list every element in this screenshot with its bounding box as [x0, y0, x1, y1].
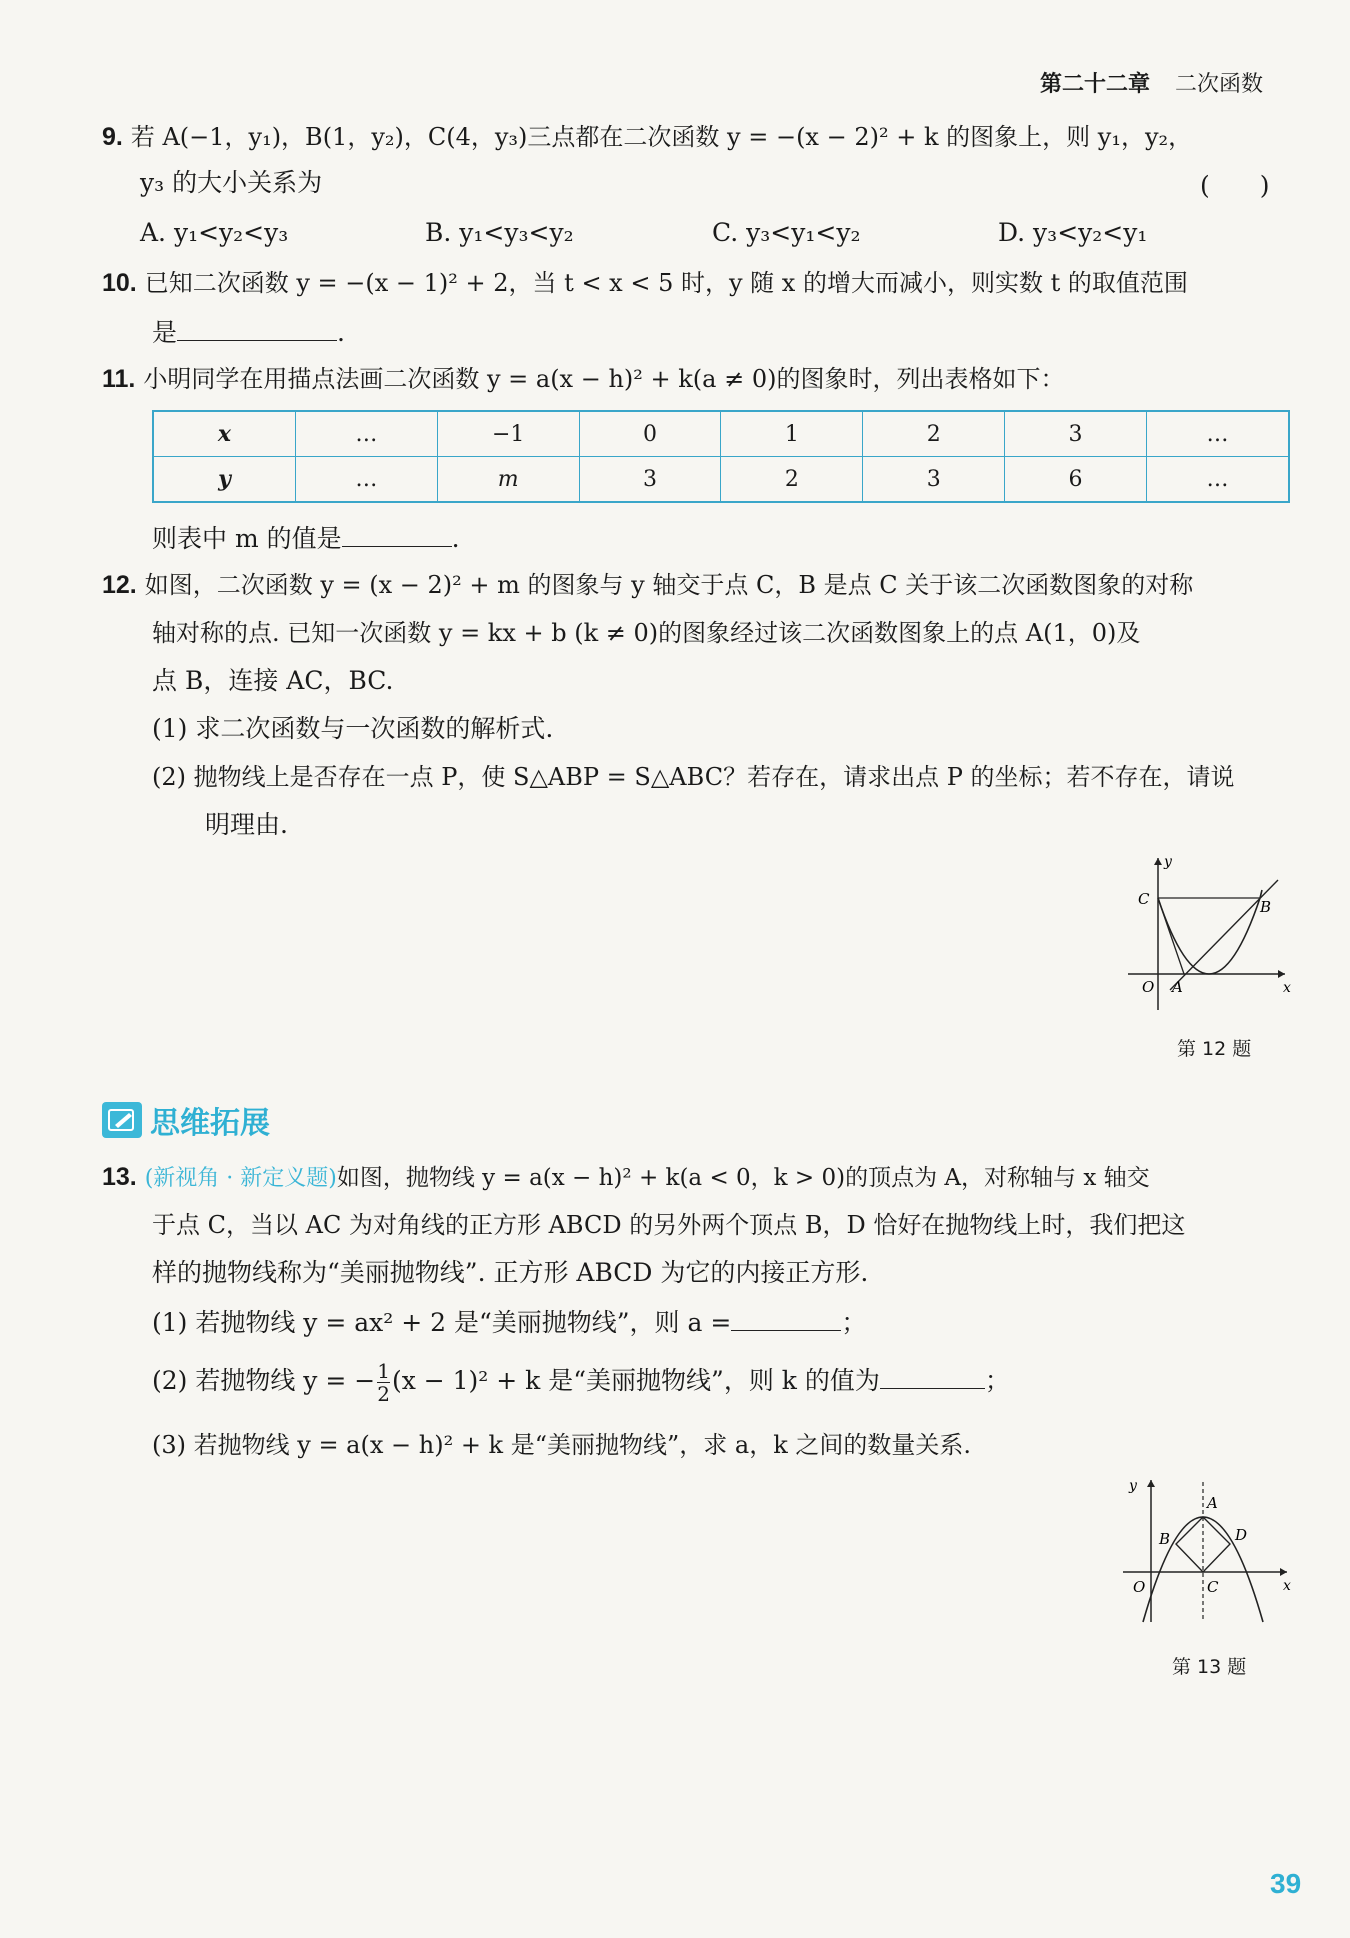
segment-ca	[1158, 898, 1184, 974]
x-label: x	[1283, 1578, 1291, 1594]
q12-part2b: 明理由.	[205, 810, 288, 839]
table-cell: …	[1146, 457, 1289, 503]
section-title: 思维拓展	[150, 1106, 270, 1141]
q13-number: 13.	[102, 1163, 137, 1191]
table-cell: 3	[1005, 411, 1147, 457]
table-cell: y	[153, 457, 295, 503]
q13-tag: (新视角 · 新定义题)	[144, 1166, 337, 1191]
page-number: 39	[1270, 1868, 1302, 1899]
table-cell: 2	[721, 457, 863, 503]
q10-end: .	[337, 318, 345, 347]
chapter-label: 第二十二章	[1040, 72, 1151, 97]
origin-label: O	[1133, 1578, 1146, 1596]
origin-label: O	[1142, 978, 1155, 996]
q13-part2	[152, 1360, 1010, 1405]
table-row	[153, 411, 1289, 457]
q10-number: 10.	[102, 269, 137, 297]
q12-line3: 点 B，连接 AC，BC.	[152, 666, 394, 695]
parabola	[1158, 890, 1262, 974]
table-cell: x	[153, 411, 295, 457]
q10-line1	[102, 266, 1188, 300]
q13-figure-caption: 第 13 题	[1172, 1656, 1247, 1678]
fraction-numerator: 1	[377, 1359, 390, 1383]
q11-end: .	[451, 524, 460, 553]
q11-after	[152, 520, 460, 556]
point-c-label: C	[1207, 1578, 1219, 1596]
q12-part1: (1) 求二次函数与一次函数的解析式.	[152, 714, 554, 743]
q13-part1-end: ；	[841, 1308, 867, 1337]
q9-number: 9.	[102, 123, 123, 151]
table-cell: m	[437, 457, 579, 503]
q13-part2-text: (2) 若抛物线 y = −	[152, 1366, 376, 1395]
q13-part3: (3) 若抛物线 y = a(x − h)² + k 是“美丽抛物线”，求 a，k 之间的数量关系.	[152, 1431, 972, 1459]
q9-line2: y₃ 的大小关系为	[140, 168, 323, 197]
y-axis-arrow	[1154, 858, 1162, 865]
q13-part1-text: (1) 若抛物线 y = ax² + 2 是“美丽抛物线”，则 a =	[152, 1308, 732, 1337]
q10-line2	[152, 314, 345, 350]
table-cell: 1	[721, 411, 863, 457]
q10-text1: 已知二次函数 y = −(x − 1)² + 2，当 t < x < 5 时，y 随 x 的增大而减小，则实数 t 的取值范围	[144, 269, 1188, 297]
table-cell: …	[1146, 411, 1289, 457]
q12-figure	[1120, 850, 1295, 1020]
q12-text1: 如图，二次函数 y = (x − 2)² + m 的图象与 y 轴交于点 C，B 是点 C 关于该二次函数图象的对称	[144, 571, 1194, 599]
y-label: y	[1164, 854, 1172, 870]
q13-part1-blank[interactable]	[731, 1304, 841, 1331]
q13-line2: 于点 C，当以 AC 为对角线的正方形 ABCD 的另外两个顶点 B，D 恰好在抛物线上时，我们把这	[152, 1211, 1186, 1239]
q13-text1: 如图，抛物线 y = a(x − h)² + k(a < 0，k > 0)的顶点为 A，对称轴与 x 轴交	[336, 1165, 1150, 1191]
table-cell: 2	[863, 411, 1005, 457]
x-axis-arrow	[1278, 970, 1285, 978]
pencil-icon	[107, 1107, 137, 1133]
section-header	[102, 1098, 270, 1142]
fraction-denominator: 2	[377, 1382, 390, 1406]
point-a-label: A	[1172, 978, 1183, 996]
q12-line1	[102, 568, 1193, 602]
q11-value-table	[152, 410, 1290, 503]
q9-answer-paren: ( )	[1200, 171, 1270, 200]
q11-line1	[102, 362, 1064, 396]
table-cell: −1	[437, 411, 579, 457]
table-cell: 0	[579, 411, 721, 457]
topic-label: 二次函数	[1175, 72, 1264, 97]
q9-line1	[102, 120, 1192, 154]
q13-part2-text2: (x − 1)² + k 是“美丽抛物线”，则 k 的值为	[391, 1366, 880, 1395]
y-axis-arrow	[1147, 1480, 1155, 1487]
table-cell: 3	[863, 457, 1005, 503]
q9-option-d: D. y₃<y₂<y₁	[998, 218, 1148, 247]
q13-part2-end: ；	[984, 1366, 1010, 1395]
point-c-label: C	[1138, 890, 1150, 908]
section-icon	[102, 1102, 142, 1138]
q11-number: 11.	[102, 365, 136, 393]
q12-number: 12.	[102, 571, 137, 599]
q11-answer-blank[interactable]	[342, 520, 452, 547]
y-label: y	[1129, 1478, 1137, 1494]
q13-part2-blank[interactable]	[880, 1362, 985, 1389]
q11-text1: 小明同学在用描点法画二次函数 y = a(x − h)² + k(a ≠ 0)的图象时，列出表格如下：	[143, 365, 1065, 393]
q9-option-a: A. y₁<y₂<y₃	[140, 218, 289, 247]
chapter-header	[1040, 68, 1263, 102]
table-row	[153, 457, 1289, 503]
q13-line1	[102, 1160, 1150, 1196]
q12-part2a: (2) 抛物线上是否存在一点 P，使 S△ABP = S△ABC？若存在，请求出点 P 的坐标；若不存在，请说	[152, 763, 1235, 791]
fraction	[377, 1360, 390, 1405]
table-cell: 3	[579, 457, 721, 503]
q13-figure	[1115, 1472, 1295, 1637]
q10-answer-blank[interactable]	[177, 314, 337, 341]
point-d-label: D	[1235, 1526, 1248, 1544]
x-label: x	[1283, 980, 1291, 996]
q9-option-c: C. y₃<y₁<y₂	[712, 218, 861, 247]
q13-part1	[152, 1304, 866, 1340]
x-axis-arrow	[1280, 1568, 1287, 1576]
q11-after-text: 则表中 m 的值是	[152, 524, 342, 553]
q10-text2: 是	[152, 318, 178, 347]
q13-line3: 样的抛物线称为“美丽抛物线”. 正方形 ABCD 为它的内接正方形.	[152, 1258, 869, 1287]
q9-option-b: B. y₁<y₃<y₂	[425, 218, 574, 247]
table-cell: 6	[1005, 457, 1147, 503]
point-a-label: A	[1207, 1494, 1218, 1512]
q9-text1: 若 A(−1，y₁)，B(1，y₂)，C(4，y₃)三点都在二次函数 y = −(x − 2)² + k 的图象上，则 y₁，y₂，	[130, 123, 1193, 151]
point-b-label: B	[1260, 898, 1272, 916]
q12-line2: 轴对称的点. 已知一次函数 y = kx + b (k ≠ 0)的图象经过该二次函数图象上的点 A(1，0)及	[152, 619, 1141, 647]
table-cell: …	[295, 457, 437, 503]
point-b-label: B	[1159, 1530, 1171, 1548]
q12-figure-caption: 第 12 题	[1177, 1038, 1252, 1060]
table-cell: …	[295, 411, 437, 457]
